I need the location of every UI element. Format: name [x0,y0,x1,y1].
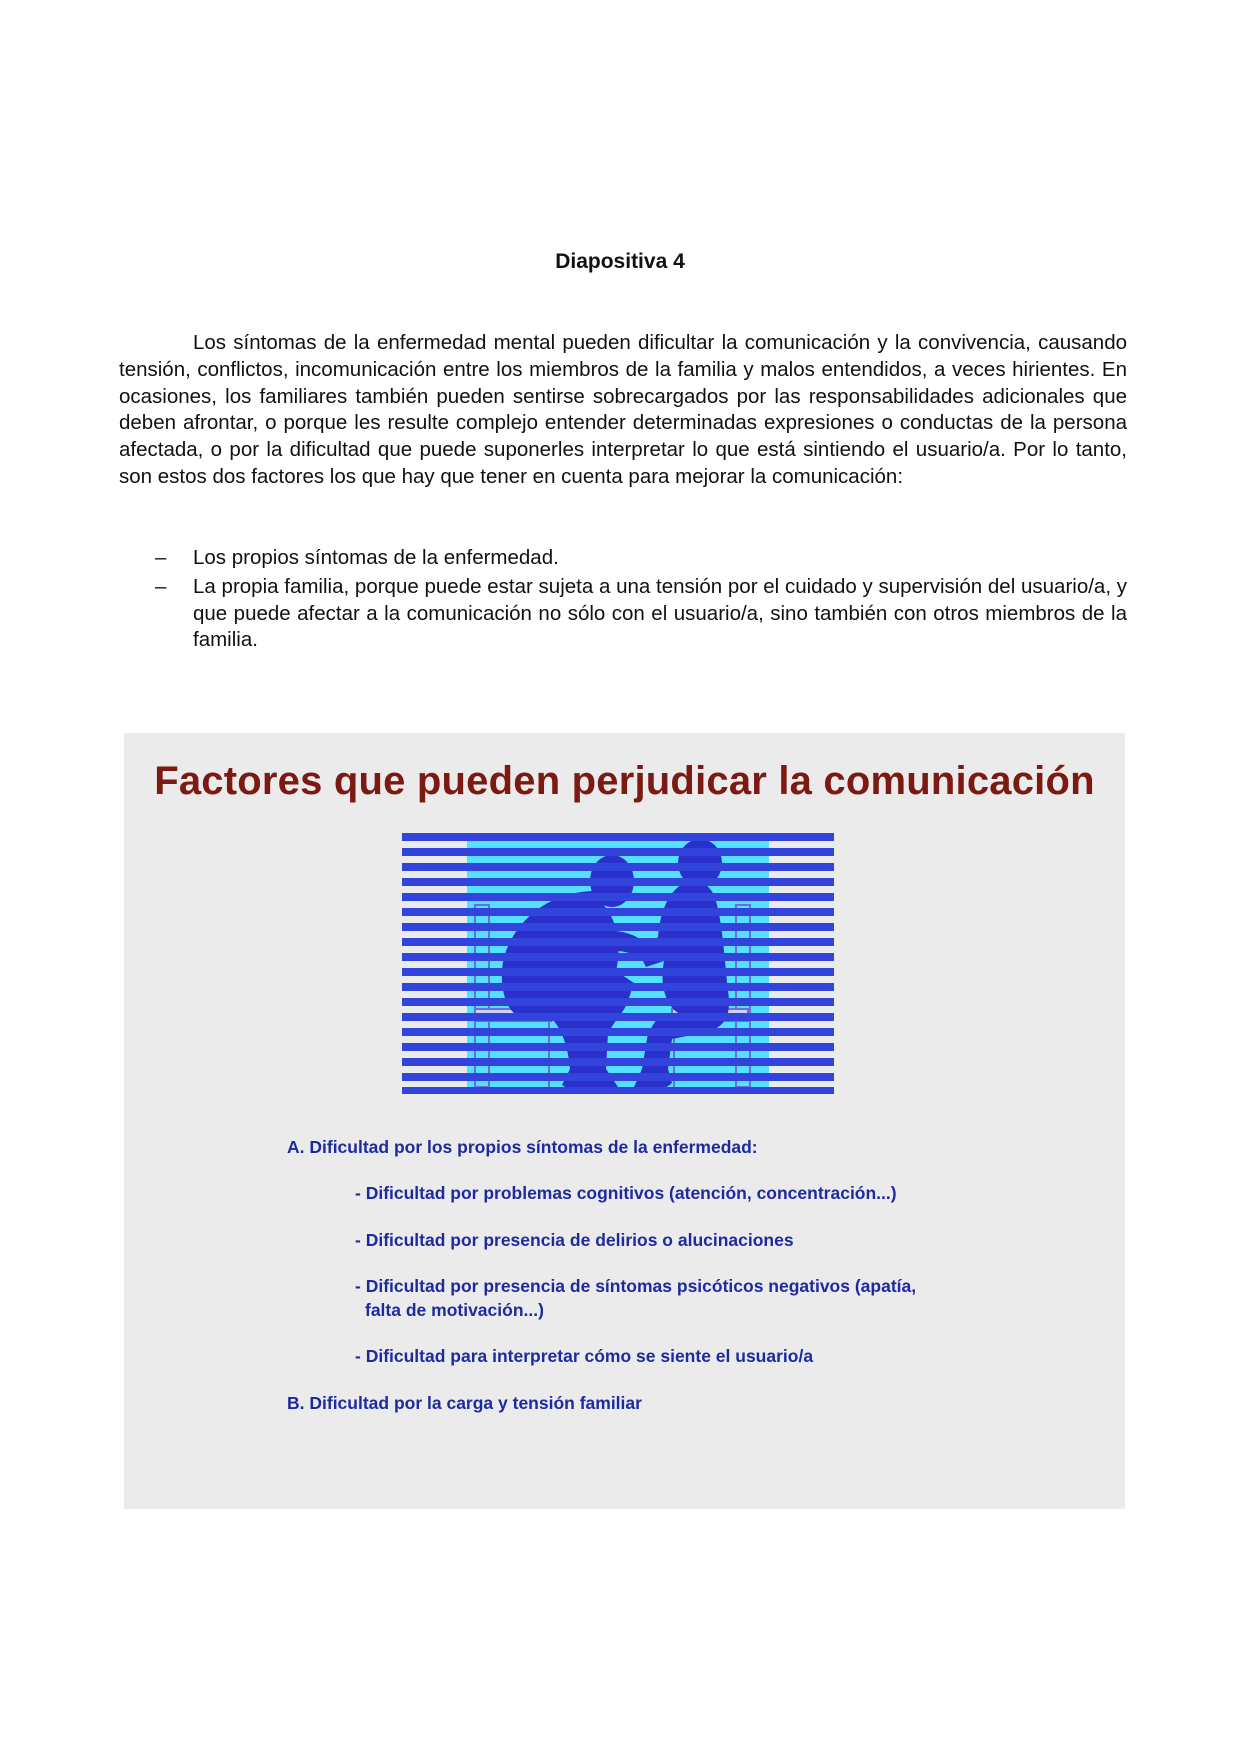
factor-list [119,545,1127,656]
list-item [119,545,1127,572]
slide-item-a2: - Dificultad por presencia de delirios o alucinaciones [355,1230,794,1250]
slide-title: Factores que pueden perjudicar la comunicación [154,759,1095,803]
bullet-dash: – [155,546,167,569]
list-item-text: La propia familia, porque puede estar sujeta a una tensión por el cuidado y supervisión del usuario/a, y que puede afectar a la comunicación no sólo con el usuario/a, sino también con otros miembros de la familia. [193,574,1127,652]
list-item-text: Los propios síntomas de la enfermedad. [193,546,559,569]
slide-item-a3: - Dificultad por presencia de síntomas psicóticos negativos (apatía, [355,1276,917,1296]
slide-item-a3-continued: falta de motivación...) [365,1300,544,1320]
slide-item-a1: - Dificultad por problemas cognitivos (atención, concentración...) [355,1183,897,1203]
body-text [119,330,1127,491]
page-heading: Diapositiva 4 [555,250,685,273]
two-people-silhouette-illustration [402,833,834,1095]
intro-paragraph: Los síntomas de la enfermedad mental pueden dificultar la comunicación y la convivencia, causando tensión, conflictos, incomunicación entre los miembros de la familia y malos entendidos, a veces hirientes. En ocasiones, los familiares también pueden sentirse sobrecargados por las responsabilidades adicionales que deben afrontar, o porque les resulte complejo entender determinadas expresiones o conductas de la persona afectada, o por la dificultad que puede suponerles interpretar lo que está sintiendo el usuario/a. Por lo tanto, son estos dos factores los que hay que tener en cuenta para mejorar la comunicación: [119,331,1127,488]
slide-item-a4: - Dificultad para interpretar cómo se siente el usuario/a [355,1346,814,1366]
list-item [119,574,1127,654]
slide-item-b: B. Dificultad por la carga y tensión familiar [287,1393,642,1413]
bullet-dash: – [155,574,167,598]
slide-item-a: A. Dificultad por los propios síntomas de la enfermedad: [287,1137,758,1157]
slide-image [124,733,1125,1509]
